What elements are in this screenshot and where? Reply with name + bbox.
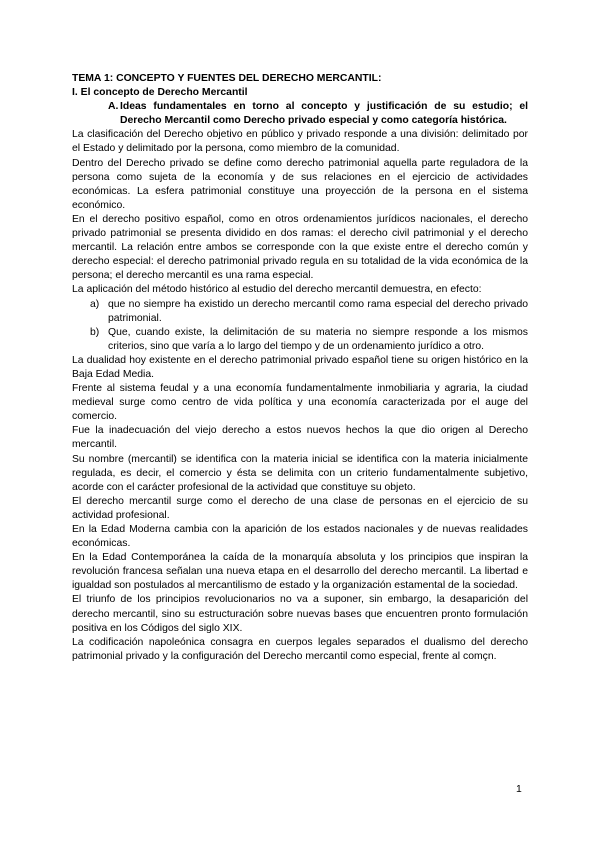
paragraph: La aplicación del método histórico al estudio del derecho mercantil demuestra, en efecto: [72, 284, 482, 296]
list-item-label: a) [90, 298, 100, 310]
document-body [72, 72, 528, 664]
paragraph: La codificación napoleónica consagra en cuerpos legales separados el dualismo del derecho patrimonial privado y la configuración del Derecho mercantil como especial, frente al comçn. [72, 636, 528, 662]
list-item-text: que no siempre ha existido un derecho mercantil como rama especial del derecho privado patrimonial. [108, 298, 528, 324]
subsection-marker: A. [108, 101, 119, 113]
paragraph: El triunfo de los principios revolucionarios no va a suponer, sin embargo, la desaparición del derecho mercantil, sino su estructuración sobre nuevas bases que encuentren pronto formulación positiva en los Códigos del siglo XIX. [72, 594, 528, 634]
paragraph: Fue la inadecuación del viejo derecho a estos nuevos hechos la que dio origen al Derecho mercantil. [72, 425, 528, 451]
page-number: 1 [516, 784, 522, 795]
subsection-heading [108, 100, 528, 128]
paragraph: Su nombre (mercantil) se identifica con la materia inicial se identifica con la materia inicialmente regulada, es decir, el comercio y ésta se delimita con un criterio fundamentalmente subjetivo, acorde con el carácter profesional de la actividad que constituye su objeto. [72, 453, 528, 493]
paragraph: En la Edad Moderna cambia con la aparición de los estados nacionales y de nuevas realidades económicas. [72, 524, 528, 550]
criteria-list [72, 298, 528, 354]
subsection-text: Ideas fundamentales en torno al concepto y justificación de su estudio; el Derecho Mercantil como Derecho privado especial y como categoría histórica. [120, 101, 528, 127]
list-item [90, 326, 528, 354]
paragraph: En la Edad Contemporánea la caída de la monarquía absoluta y los principios que inspiran la revolución francesa señalan una nueva etapa en el desarrollo del derecho mercantil. La libertad e igualdad son postulados al mercantilismo de estado y la organización estamental de la sociedad. [72, 552, 528, 592]
paragraph: El derecho mercantil surge como el derecho de una clase de personas en el ejercicio de su actividad profesional. [72, 495, 528, 521]
paragraph: En el derecho positivo español, como en otros ordenamientos jurídicos nacionales, el derecho privado patrimonial se presenta dividido en dos ramas: el derecho civil patrimonial y el derecho mercantil. La relación entre ambos se corresponde con la que existe entre el derecho común y derecho especial: el derecho patrimonial privado regula en su totalidad de la vida económica de la persona; el derecho mercantil es una rama especial. [72, 213, 528, 282]
document-title: TEMA 1: CONCEPTO Y FUENTES DEL DERECHO MERCANTIL: [72, 73, 382, 84]
section-heading: I. El concepto de Derecho Mercantil [72, 87, 248, 99]
paragraph: La clasificación del Derecho objetivo en público y privado responde a una división: delimitado por el Estado y delimitado por la persona, como miembro de la comunidad. [72, 129, 528, 155]
list-item-text: Que, cuando existe, la delimitación de su materia no siempre responde a los mismos criterios, sino que varía a lo largo del tiempo y de un ordenamiento jurídico a otro. [108, 326, 528, 352]
paragraph: Frente al sistema feudal y a una economía fundamentalmente inmobiliaria y agraria, la ciudad medieval surge como centro de vida política y una economía caracterizada por el auge del comercio. [72, 383, 528, 423]
paragraph: La dualidad hoy existente en el derecho patrimonial privado español tiene su origen histórico en la Baja Edad Media. [72, 354, 528, 380]
paragraph: Dentro del Derecho privado se define como derecho patrimonial aquella parte reguladora de la persona como sujeta de la economía y de sus relaciones en el ejercicio de actividades económicas. La esfera patrimonial constituye una proyección de la persona en el sistema económico. [72, 157, 528, 211]
list-item [90, 298, 528, 326]
list-item-label: b) [90, 326, 100, 338]
